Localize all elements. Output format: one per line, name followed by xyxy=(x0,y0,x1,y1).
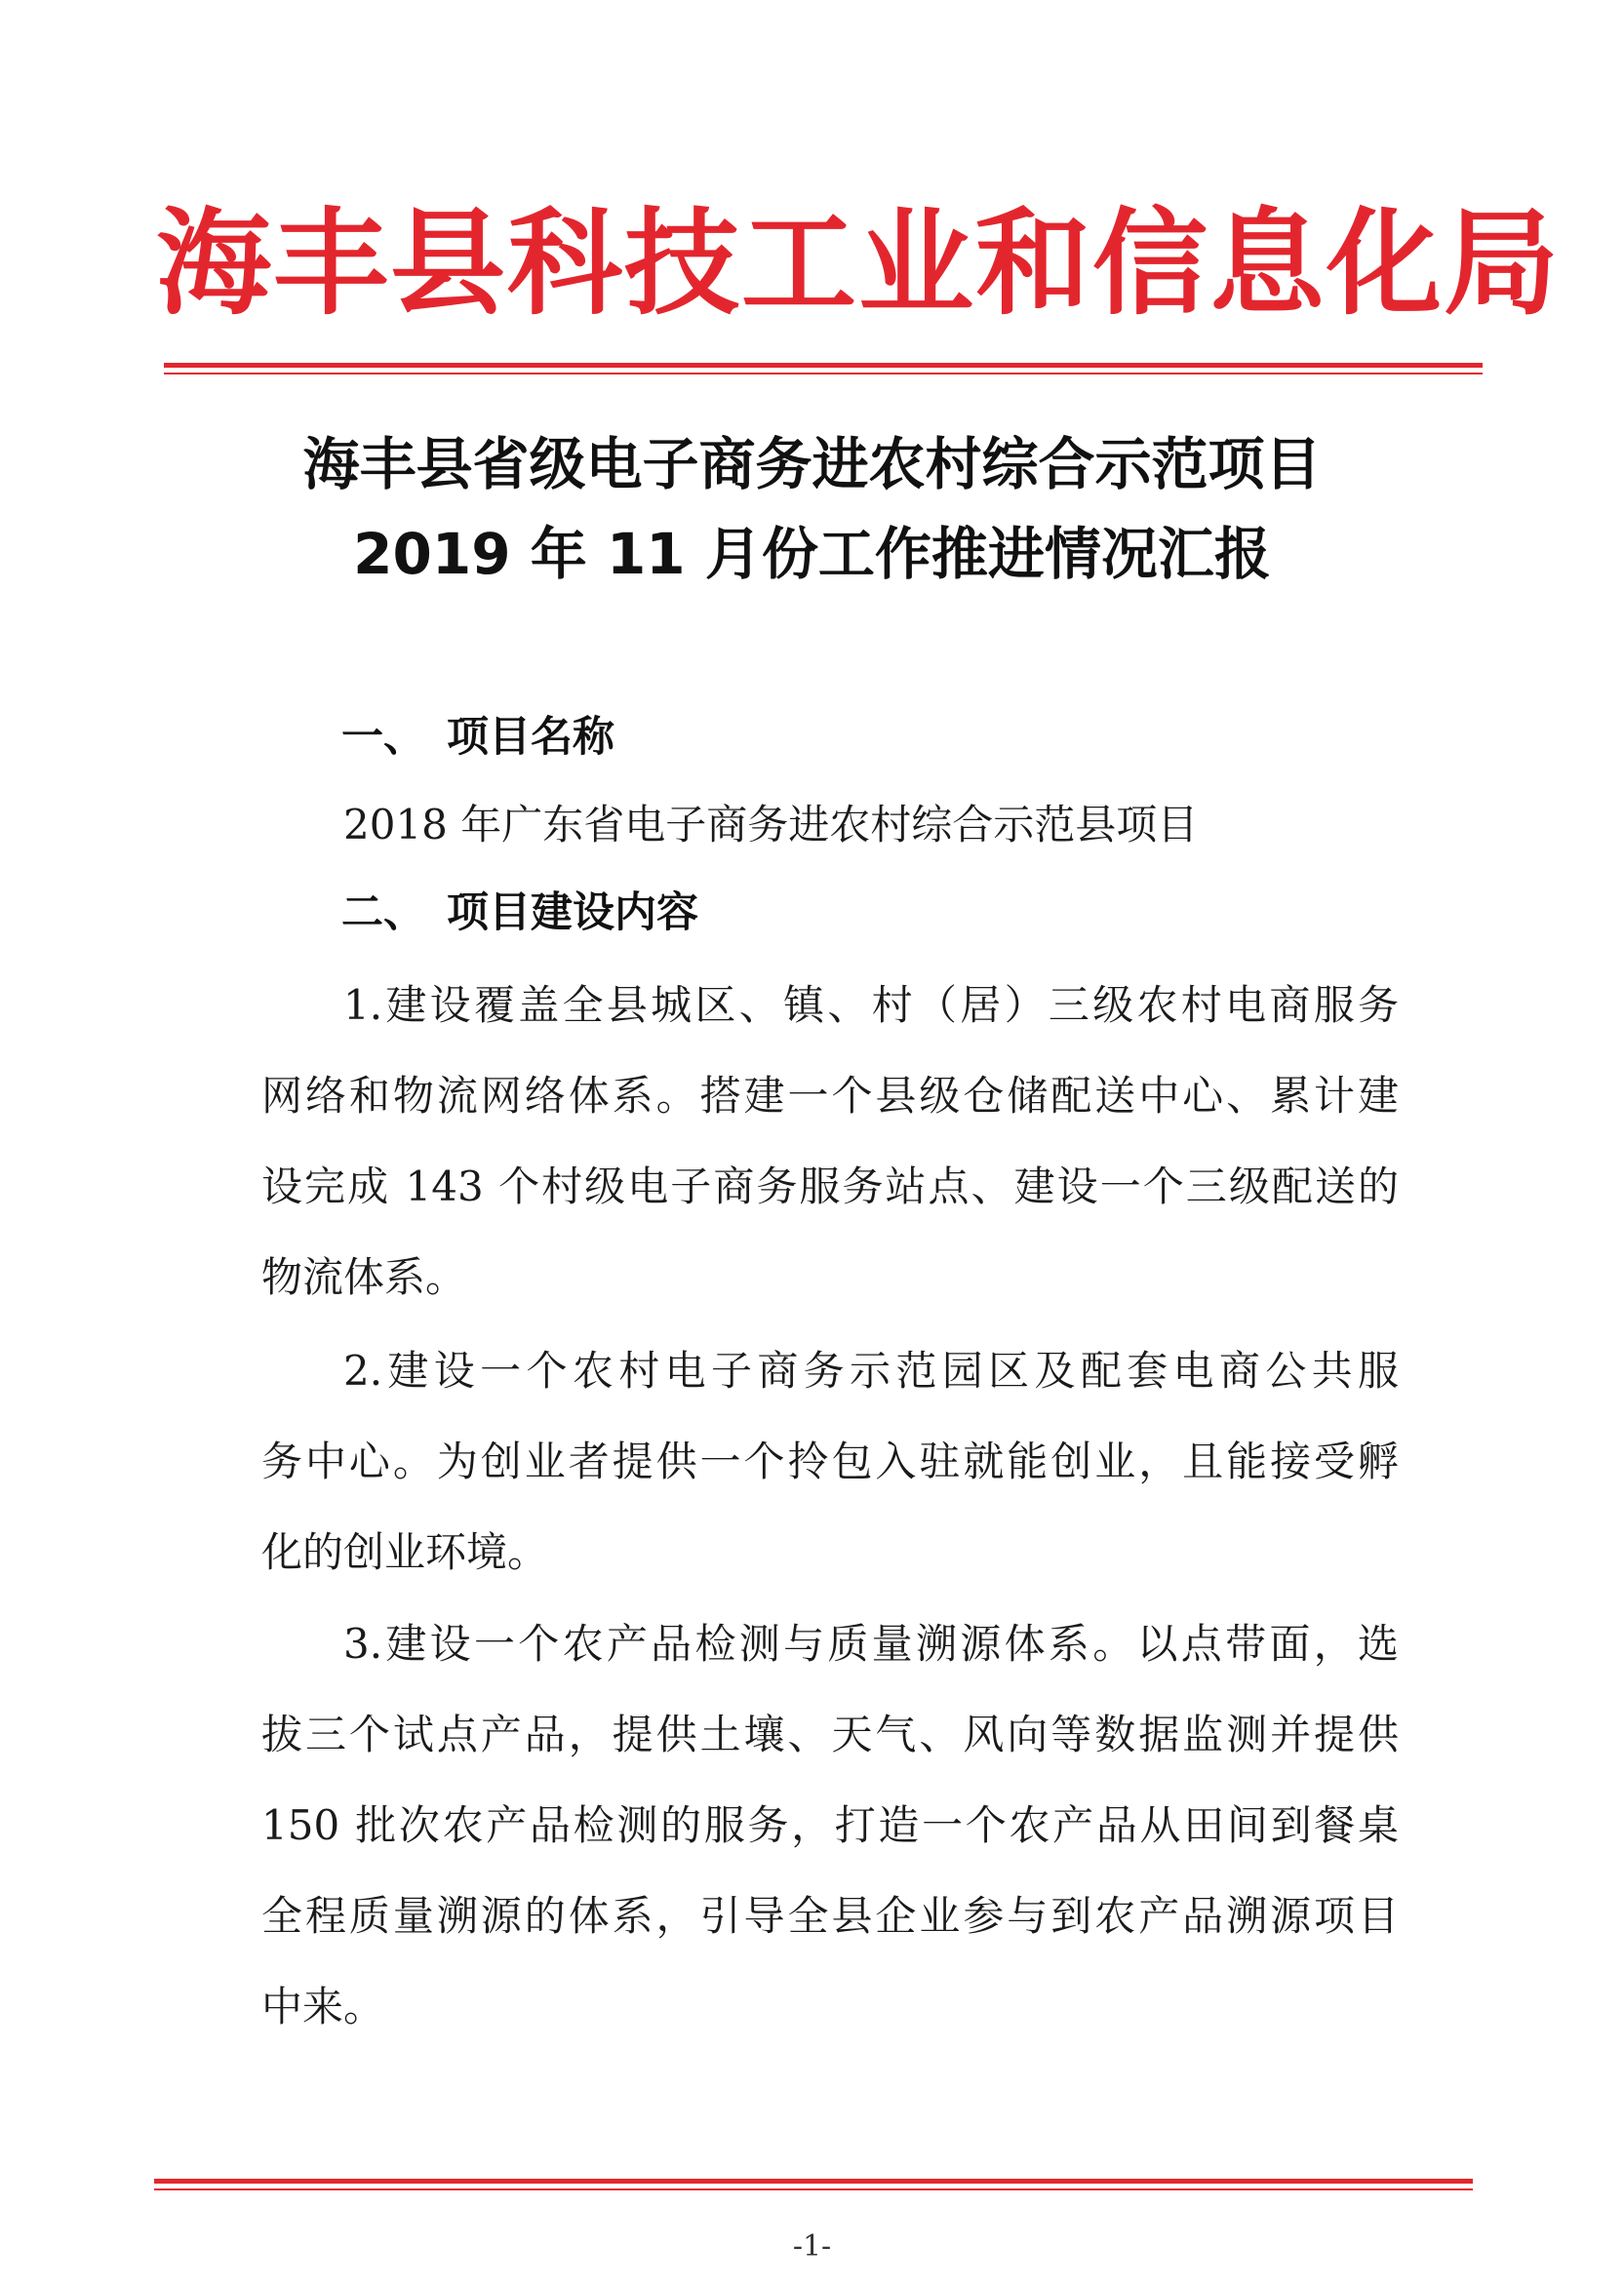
paragraph-2-line-3: 化的创业环境。 xyxy=(261,1528,549,1576)
masthead-rule-thick xyxy=(164,363,1483,368)
paragraph-3-line-2: 拔三个试点产品，提供土壤、天气、风向等数据监测并提供 xyxy=(261,1711,1399,1758)
section-number: 二、 xyxy=(341,888,425,937)
section-heading-1 xyxy=(341,708,614,767)
paragraph-2-line-1: 2.建设一个农村电子商务示范园区及配套电商公共服 xyxy=(343,1347,1399,1395)
section-heading-2 xyxy=(341,884,698,942)
footer-rule-thin xyxy=(154,2188,1473,2190)
paragraph-3-line-3: 150 批次农产品检测的服务，打造一个农产品从田间到餐桌 xyxy=(261,1801,1399,1849)
document-title-line-1: 海丰县省级电子商务进农村综合示范项目 xyxy=(302,431,1322,497)
masthead-rule-thin xyxy=(164,373,1483,374)
paragraph-3-line-5: 中来。 xyxy=(261,1983,385,2030)
paragraph-1-line-1: 1.建设覆盖全县城区、镇、村（居）三级农村电商服务 xyxy=(343,981,1399,1029)
masthead-org-name: 海丰县科技工业和信息化局 xyxy=(156,196,1562,331)
paragraph-1-line-3: 设完成 143 个村级电子商务服务站点、建设一个三级配送的 xyxy=(261,1163,1399,1210)
section-title: 项目建设内容 xyxy=(447,888,698,937)
paragraph-1-line-4: 物流体系。 xyxy=(261,1253,467,1301)
paragraph-3-line-1: 3.建设一个农产品检测与质量溯源体系。以点带面，选 xyxy=(343,1620,1399,1668)
paragraph-3-line-4: 全程质量溯源的体系，引导全县企业参与到农产品溯源项目 xyxy=(261,1892,1399,1940)
document-title-line-2: 2019 年 11 月份工作推进情况汇报 xyxy=(353,521,1271,587)
paragraph-1-line-2: 网络和物流网络体系。搭建一个县级仓储配送中心、累计建 xyxy=(261,1072,1399,1120)
section-title: 项目名称 xyxy=(447,713,614,762)
section-1-text: 2018 年广东省电子商务进农村综合示范县项目 xyxy=(343,801,1199,848)
footer-rule-thick xyxy=(154,2179,1473,2184)
section-number: 一、 xyxy=(341,713,425,762)
paragraph-2-line-2: 务中心。为创业者提供一个拎包入驻就能创业，且能接受孵 xyxy=(261,1438,1399,1485)
page-number: -1- xyxy=(792,2229,832,2264)
